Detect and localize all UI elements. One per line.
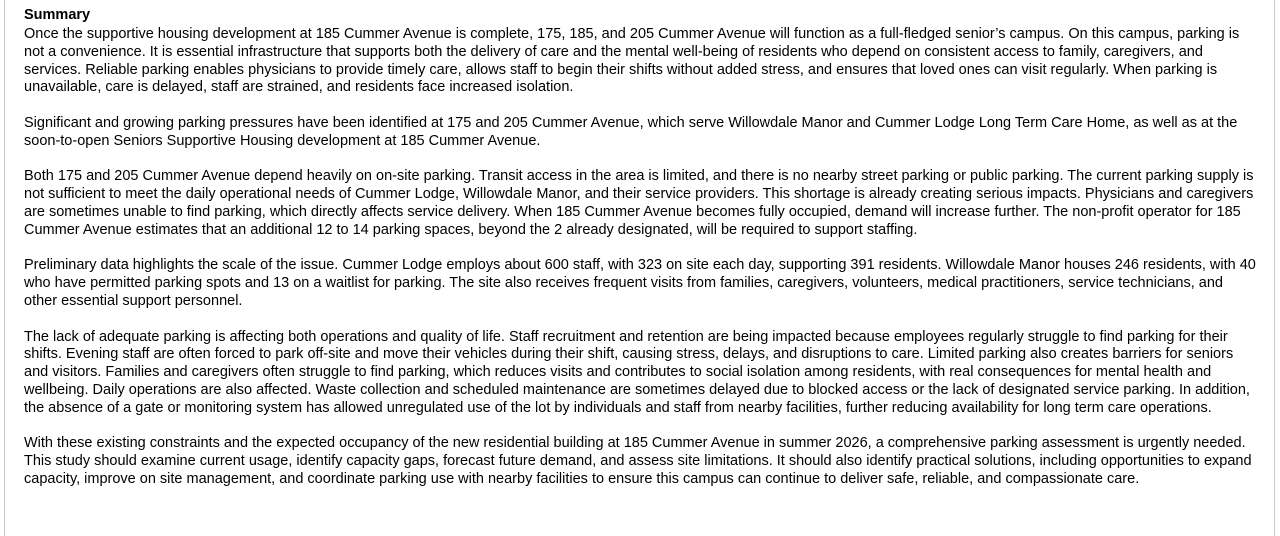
paragraph-campus-overview: Once the supportive housing development at 185 Cummer Avenue is complete, 175, 185, and 205 Cummer Avenue will function as a full-fledged senior’s campus. On this campus, parking is not a convenience. It is essential infrastructure that supports both the delivery of care and the mental well-being of residents who depend on consistent access to family, caregivers, and services. Reliable parking enables physicians to provide timely care, allows staff to begin their shifts without added stress, and ensures that loved ones can visit regularly. When parking is unavailable, care is delayed, staff are strained, and residents face increased isolation. xyxy=(24,26,1240,96)
paragraph-parking-pressures: Significant and growing parking pressures have been identified at 175 and 205 Cummer Avenue, which serve Willowdale Manor and Cummer Lodge Long Term Care Home, as well as at the soon-to-open Seniors Supportive Housing development at 185 Cummer Avenue. xyxy=(24,114,1238,149)
document-frame xyxy=(4,0,1275,536)
paragraph-preliminary-data: Preliminary data highlights the scale of the issue. Cummer Lodge employs about 600 staff, with 323 on site each day, supporting 391 residents. Willowdale Manor houses 246 residents, with 40 who have permitted parking spots and 13 on a waitlist for parking. The site also receives frequent visits from families, caregivers, volunteers, medical practitioners, service technicians, and other essential support personnel. xyxy=(24,257,1256,309)
section-title: Summary xyxy=(24,7,91,23)
summary-section xyxy=(24,5,1256,489)
paragraph-onsite-dependence: Both 175 and 205 Cummer Avenue depend heavily on on-site parking. Transit access in the area is limited, and there is no nearby street parking or public parking. The current parking supply is not sufficient to meet the daily operational needs of Cummer Lodge, Willowdale Manor, and their service providers. This shortage is already creating serious impacts. Physicians and caregivers are sometimes unable to find parking, which directly affects service delivery. When 185 Cummer Avenue becomes fully occupied, demand will increase further. The non-profit operator for 185 Cummer Avenue estimates that an additional 12 to 14 parking spaces, beyond the 2 already designated, will be required to support staffing. xyxy=(24,168,1254,238)
paragraph-assessment-needed: With these existing constraints and the expected occupancy of the new residential building at 185 Cummer Avenue in summer 2026, a comprehensive parking assessment is urgently needed. This study should examine current usage, identify capacity gaps, forecast future demand, and assess site limitations. It should also identify practical solutions, including opportunities to expand capacity, improve on site management, and coordinate parking use with nearby facilities to ensure this campus can continue to deliver safe, reliable, and compassionate care. xyxy=(24,435,1252,487)
paragraph-impacts: The lack of adequate parking is affecting both operations and quality of life. Staff recruitment and retention are being impacted because employees regularly struggle to find parking for their shifts. Evening staff are often forced to park off-site and move their vehicles during their shift, causing stress, delays, and disruptions to care. Limited parking also creates barriers for seniors and visitors. Families and caregivers often struggle to find parking, which reduces visits and contributes to social isolation among residents, with real consequences for mental health and wellbeing. Daily operations are also affected. Waste collection and scheduled maintenance are sometimes delayed due to blocked access or the lack of designated service parking. In addition, the absence of a gate or monitoring system has allowed unregulated use of the lot by individuals and staff from nearby facilities, further reducing availability for long term care operations. xyxy=(24,328,1250,416)
